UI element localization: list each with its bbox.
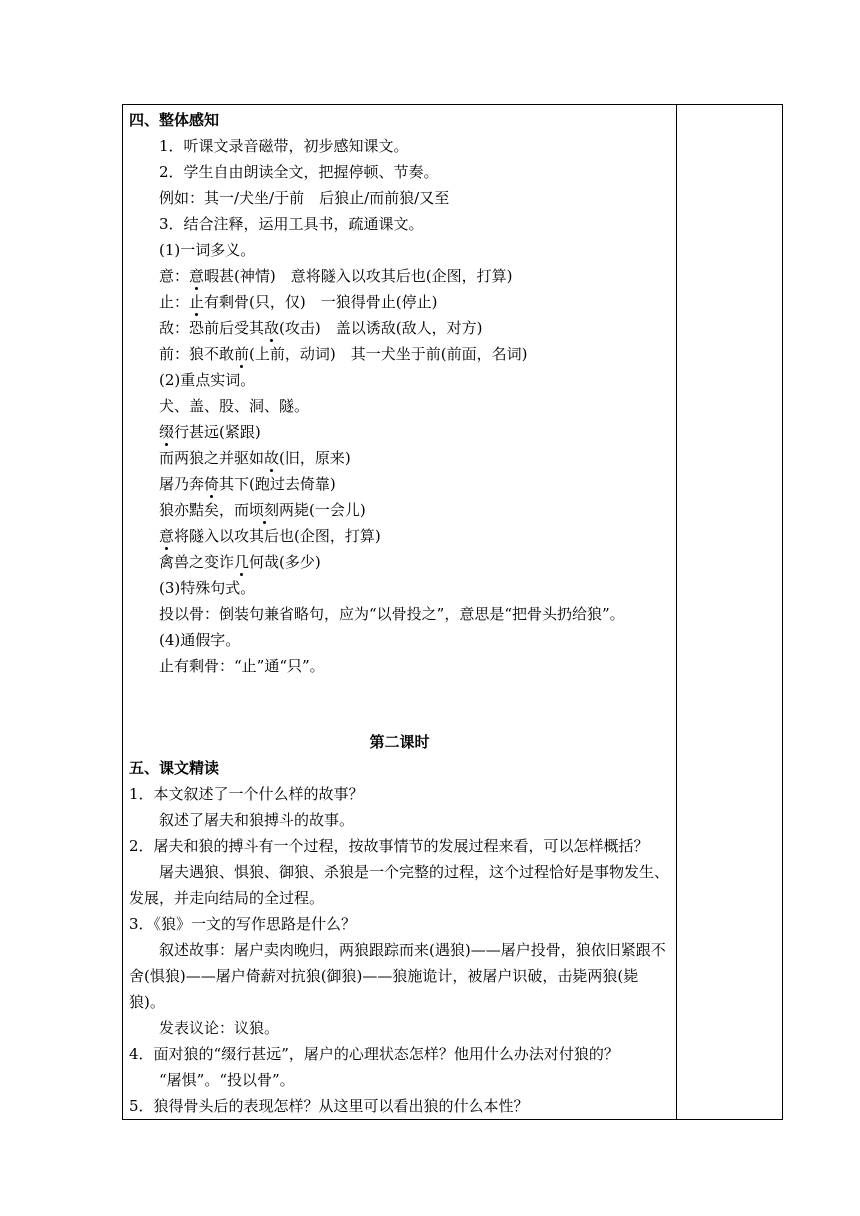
polysemy-entry: 前：狼不敢前(上前，动词) 其一犬坐于前(前面，名词)	[159, 345, 528, 363]
dotted-char: 前	[234, 345, 250, 363]
dotted-char: 缀	[159, 423, 175, 441]
key-words-list: 犬、盖、股、洞、隧。	[159, 397, 310, 415]
polysemy-entry: 敌：恐前后受其敌(攻击) 盖以诱敌(敌人，对方)	[159, 319, 483, 337]
question-4: 4．面对狼的“缀行甚远”，屠户的心理状态怎样？他用什么办法对付狼的？	[129, 1045, 619, 1063]
dotted-char: 几	[234, 553, 250, 571]
question-3: 3．《狼》一文的写作思路是什么？	[129, 915, 357, 933]
dotted-char: 止	[189, 293, 205, 311]
polysemy-entry: 止：止有剩骨(只，仅) 一狼得骨止(停止)	[159, 293, 438, 311]
polysemy-entry: 意：意暇甚(神情) 意将隧入以攻其后也(企图，打算)	[159, 267, 513, 285]
special-syntax-subheading: (3)特殊句式。	[159, 579, 256, 597]
dotted-char: 意	[189, 267, 205, 285]
answer-3-comment: 发表议论：议狼。	[159, 1019, 280, 1037]
dotted-char: 敌	[264, 319, 280, 337]
section4-item3: 3．结合注释，运用工具书，疏通课文。	[159, 215, 424, 233]
pause-example: 例如：其一/犬坐/于前 后狼止/而前狼/又至	[159, 189, 450, 207]
question-5: 5．狼得骨头后的表现怎样？从这里可以看出狼的什么本性？	[129, 1097, 529, 1115]
dotted-char: 倚	[204, 475, 220, 493]
key-word-entry: 屠乃奔倚其下(跑过去倚靠)	[159, 475, 336, 493]
dotted-char: 顷刻	[249, 501, 280, 519]
dotted-char: 意	[159, 527, 175, 545]
key-word-entry: 狼亦黠矣，而顷刻两毙(一会儿)	[159, 501, 366, 519]
key-word-entry: 而两狼之并驱如故(旧，原来)	[159, 449, 351, 467]
dotted-char: 故	[264, 449, 280, 467]
section4-heading: 四、整体感知	[129, 111, 220, 129]
notes-cell	[677, 105, 783, 1120]
answer-4: “屠惧”。“投以骨”。	[159, 1071, 295, 1089]
spacer	[129, 679, 670, 729]
answer-3: 叙述故事：屠户卖肉晚归，两狼跟踪而来(遇狼)——屠户投骨，狼依旧紧跟不舍(惧狼)——屠户倚薪对抗狼(御狼)——狼施诡计，被屠户识破，击毙两狼(毙狼)。	[129, 941, 666, 1011]
special-syntax-text: 投以骨：倒装句兼省略句，应为“以骨投之”，意思是“把骨头扔给狼”。	[159, 605, 625, 623]
answer-1: 叙述了屠夫和狼搏斗的故事。	[159, 811, 355, 829]
lesson-table	[122, 104, 783, 1120]
answer-2: 屠夫遇狼、惧狼、御狼、杀狼是一个完整的过程，这个过程恰好是事物发生、发展，并走向结局的全过程。	[129, 863, 670, 907]
key-word-entry: 禽兽之变诈几何哉(多少)	[159, 553, 321, 571]
tongjia-subheading: (4)通假字。	[159, 631, 241, 649]
tongjia-text: 止有剩骨：“止”通“只”。	[159, 657, 325, 675]
lesson2-title: 第二课时	[369, 733, 430, 751]
polysemy-subheading: (1)一词多义。	[159, 241, 256, 259]
key-word-entry: 缀行甚远(紧跟)	[159, 423, 261, 441]
key-words-subheading: (2)重点实词。	[159, 371, 256, 389]
content-column	[123, 105, 676, 1119]
key-word-entry: 意将隧入以攻其后也(企图，打算)	[159, 527, 381, 545]
question-1: 1．本文叙述了一个什么样的故事？	[129, 785, 364, 803]
main-cell	[123, 105, 677, 1120]
question-2: 2．屠夫和狼的搏斗有一个过程，按故事情节的发展过程来看，可以怎样概括？	[129, 837, 649, 855]
section4-item2: 2．学生自由朗读全文，把握停顿、节奏。	[159, 163, 439, 181]
section5-heading: 五、课文精读	[129, 759, 220, 777]
section4-item1: 1．听课文录音磁带，初步感知课文。	[159, 137, 409, 155]
